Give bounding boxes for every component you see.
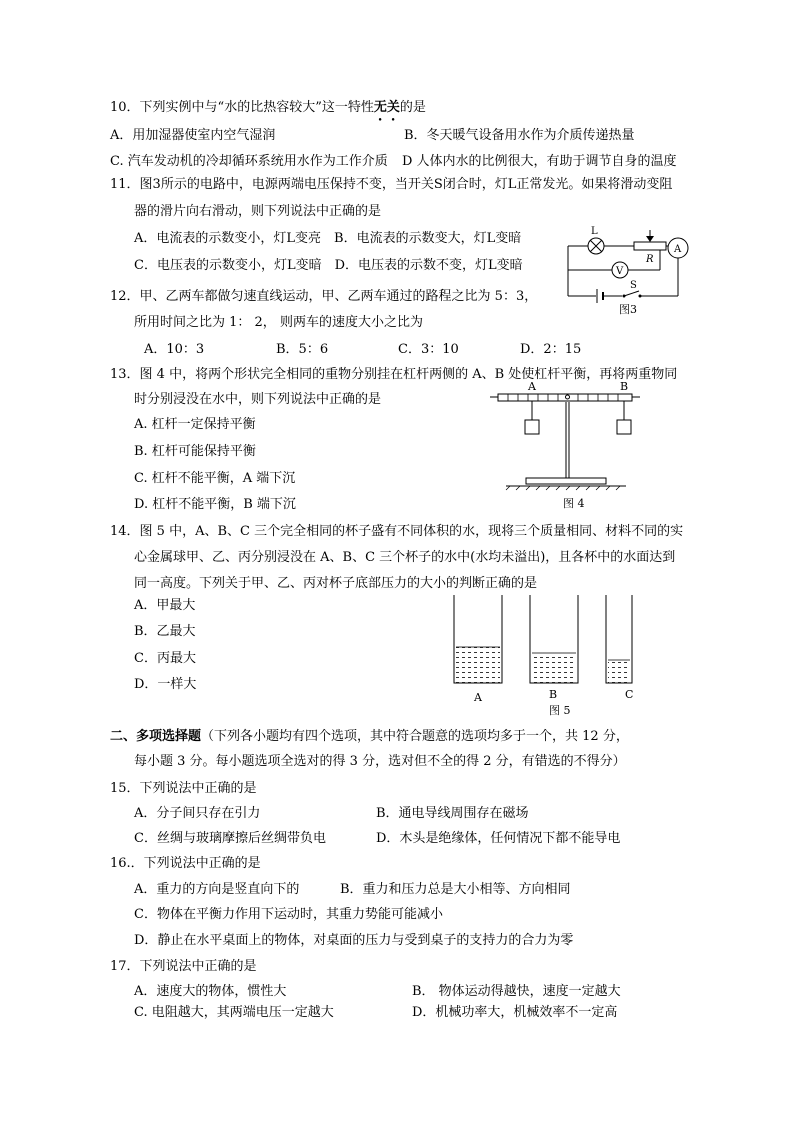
q12-option-a: A．10：3 <box>144 342 205 357</box>
weight-a <box>525 420 539 434</box>
q17-option-a: A．速度大的物体，惯性大 <box>134 984 287 999</box>
q11-stem-line2: 器的滑片向右滑动，则下列说法中正确的是 <box>134 204 382 219</box>
figure-3-caption: 图3 <box>619 303 637 316</box>
q17-option-d: D．机械功率大，机械效率不一定高 <box>412 1005 618 1020</box>
q15-option-a: A．分子间只存在引力 <box>134 806 261 821</box>
q15-stem: 15．下列说法中正确的是 <box>110 781 257 796</box>
q16-option-c: C．物体在平衡力作用下运动时，其重力势能可能减小 <box>134 907 443 922</box>
q16-option-a: A．重力的方向是竖直向下的 <box>134 882 300 897</box>
q14-stem-line3: 同一高度。下列关于甲、乙、丙对杯子底部压力的大小的判断正确的是 <box>134 576 538 591</box>
q16-option-d: D．静止在水平桌面上的物体，对桌面的压力与受到桌子的支持力的合力为零 <box>134 933 574 948</box>
q14-option-d: D．一样大 <box>134 677 197 692</box>
q17-stem: 17．下列说法中正确的是 <box>110 959 257 974</box>
q12-option-b: B．5：6 <box>276 342 329 357</box>
q10-option-a: A．用加湿器使室内空气湿润 <box>110 128 276 143</box>
q13-option-b: B. 杠杆可能保持平衡 <box>134 444 256 459</box>
q10-option-b: B．冬天暖气设备用水作为介质传递热量 <box>404 128 635 143</box>
label-switch: S <box>630 280 637 291</box>
figure-5-cups <box>450 595 640 695</box>
q13-option-d: D. 杠杆不能平衡，B 端下沉 <box>134 497 296 512</box>
q14-option-a: A．甲最大 <box>134 598 196 613</box>
q14-option-c: C．丙最大 <box>134 651 196 666</box>
q17-option-b: B． 物体运动得越快，速度一定越大 <box>412 984 621 999</box>
q10-option-d: D 人体内水的比例很大，有助于调节自身的温度 <box>402 154 677 169</box>
section-2-header <box>110 728 629 746</box>
q10-option-c: C. 汽车发动机的冷却循环系统用水作为工作介质 <box>110 154 388 169</box>
label-voltmeter: V <box>616 266 624 277</box>
q14-stem-line1: 14．图 5 中，A、B、C 三个完全相同的杯子盛有不同体积的水，现将三个质量相同、材料不同的实 <box>110 524 684 539</box>
weight-b <box>617 420 631 434</box>
cup-b-label: B <box>549 688 558 701</box>
q15-option-c: C．丝绸与玻璃摩擦后丝绸带负电 <box>134 831 326 846</box>
q12-option-c: C．3：10 <box>398 342 459 357</box>
figure-4-caption: 图 4 <box>563 497 585 510</box>
q11-options-cd: C．电压表的示数变小，灯L变暗 D．电压表的示数不变，灯L变暗 <box>134 258 523 273</box>
q17-option-c: C. 电阻越大，其两端电压一定越大 <box>134 1005 334 1020</box>
cup-c-label: C <box>625 688 634 701</box>
q11-options-ab: A．电流表的示数变小，灯L变亮 B．电流表的示数变大，灯L变暗 <box>134 231 522 246</box>
q12-stem-line1: 12．甲、乙两车都做匀速直线运动，甲、乙两车通过的路程之比为 5：3， <box>110 289 538 304</box>
q13-option-c: C. 杠杆不能平衡，A 端下沉 <box>134 471 296 486</box>
q14-stem-line2: 心金属球甲、乙、丙分别浸没在 A、B、C 三个杯子的水中(水均未溢出)，且各杯中的水面达到 <box>134 550 676 565</box>
q11-stem-line1: 11．图3所示的电路中，电源两端电压保持不变，当开关S闭合时，灯L正常发光。如果将滑动变阻 <box>110 177 673 192</box>
label-ammeter: A <box>674 244 682 255</box>
q15-option-b: B．通电导线周围存在磁场 <box>376 806 529 821</box>
cup-a <box>454 595 502 683</box>
lever-pivot <box>566 395 570 399</box>
section-2-desc-line2: 每小题 3 分。每小题选项全选对的得 3 分，选对但不全的得 2 分，有错选的不得分） <box>134 754 626 769</box>
section-2-desc-line1: （下列各小题均有四个选项，其中符合题意的选项均多于一个，共 12 分， <box>201 729 629 744</box>
q13-stem-line1: 13．图 4 中，将两个形状完全相同的重物分别挂在杠杆两侧的 A、B 处使杠杆平衡，再将两重物同 <box>110 367 678 382</box>
label-lamp: L <box>591 226 598 237</box>
q15-option-d: D．木头是绝缘体，任何情况下都不能导电 <box>376 831 621 846</box>
section-2-title: 二、多项选择题 <box>110 729 202 744</box>
q12-option-d: D．2：15 <box>520 342 582 357</box>
ground-hatch <box>506 486 620 490</box>
label-a: A <box>528 380 536 393</box>
cup-b <box>530 595 578 683</box>
q14-option-b: B．乙最大 <box>134 624 196 639</box>
lamp-icon <box>588 238 604 254</box>
cup-a-label: A <box>474 691 482 704</box>
q13-option-a: A. 杠杆一定保持平衡 <box>134 417 256 432</box>
rheostat-icon <box>634 230 666 250</box>
label-b: B <box>620 380 629 393</box>
cup-c <box>606 595 632 683</box>
figure-4-lever <box>490 380 640 490</box>
figure-5-caption: 图 5 <box>549 704 571 717</box>
battery-icon <box>597 289 603 303</box>
q12-stem-line2: 所用时间之比为 1： 2， 则两车的速度大小之比为 <box>134 315 423 330</box>
switch-icon <box>623 291 642 298</box>
q16-stem: 16.．下列说法中正确的是 <box>110 856 261 871</box>
q13-stem-line2: 时分别浸没在水中，则下列说法中正确的是 <box>134 392 382 407</box>
q16-option-b: B．重力和压力总是大小相等、方向相同 <box>340 882 571 897</box>
q10-stem: 10．下列实例中与“水的比热容较大”这一特性无关的是 <box>110 100 426 115</box>
label-rheostat: R <box>646 254 654 265</box>
